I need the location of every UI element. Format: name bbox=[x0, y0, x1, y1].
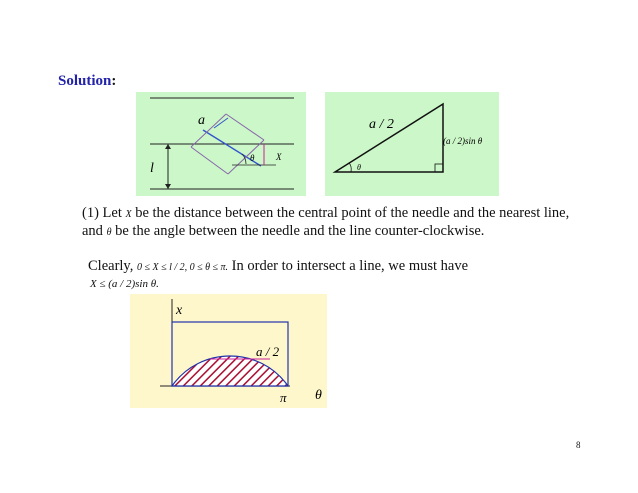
label-a: a bbox=[198, 113, 205, 128]
triangle-theta-label: θ bbox=[357, 163, 361, 172]
needle-diagram bbox=[136, 92, 306, 196]
intersection-region bbox=[172, 356, 288, 386]
label-x: X bbox=[276, 152, 282, 162]
intersection-plot bbox=[130, 294, 327, 408]
solution-heading-colon: : bbox=[111, 73, 117, 89]
solution-heading bbox=[58, 73, 116, 90]
needle-box-right bbox=[191, 147, 228, 174]
clearly-prefix: Clearly, bbox=[88, 258, 137, 274]
hypotenuse-label: a / 2 bbox=[369, 117, 394, 132]
definition-part2: be the distance between the central point of the needle and the nearest line, and bbox=[82, 205, 570, 239]
label-theta: θ bbox=[250, 153, 255, 163]
right-angle-marker bbox=[435, 164, 443, 172]
plot-y-label: x bbox=[176, 303, 183, 318]
definition-paragraph bbox=[82, 205, 572, 241]
plot-x-label: θ bbox=[315, 388, 322, 403]
definition-var-theta: θ bbox=[106, 227, 112, 238]
definition-var-x: X bbox=[125, 209, 132, 220]
intersection-plot-panel bbox=[130, 294, 327, 408]
intersection-inequality: X ≤ (a / 2)sin θ. bbox=[90, 278, 159, 290]
plot-peak-label: a / 2 bbox=[256, 344, 280, 359]
clearly-suffix: In order to intersect a line, we must have bbox=[228, 258, 469, 274]
needle-diagram-panel bbox=[136, 92, 306, 196]
page-number: 8 bbox=[576, 440, 581, 450]
needle-box-bottom bbox=[228, 140, 264, 174]
distance-l-arrowhead-top bbox=[165, 144, 171, 149]
triangle-angle-arc bbox=[349, 163, 351, 172]
distance-l-arrowhead-bottom bbox=[165, 184, 171, 189]
side-label: (a / 2)sin θ bbox=[443, 136, 483, 146]
triangle-diagram-panel bbox=[325, 92, 499, 196]
solution-heading-text: Solution bbox=[58, 73, 112, 89]
triangle-diagram bbox=[325, 92, 499, 196]
clearly-sentence bbox=[88, 258, 468, 275]
needle-box-top bbox=[226, 114, 264, 140]
needle-box-left bbox=[191, 114, 226, 147]
right-triangle bbox=[335, 104, 443, 172]
plot-pi-label: π bbox=[280, 390, 287, 405]
definition-part3: be the angle between the needle and the line counter-clockwise. bbox=[111, 223, 485, 239]
label-l: l bbox=[150, 161, 154, 176]
clearly-condition: 0 ≤ X ≤ l / 2, 0 ≤ θ ≤ π. bbox=[137, 262, 229, 273]
definition-part1: (1) Let bbox=[82, 205, 126, 221]
